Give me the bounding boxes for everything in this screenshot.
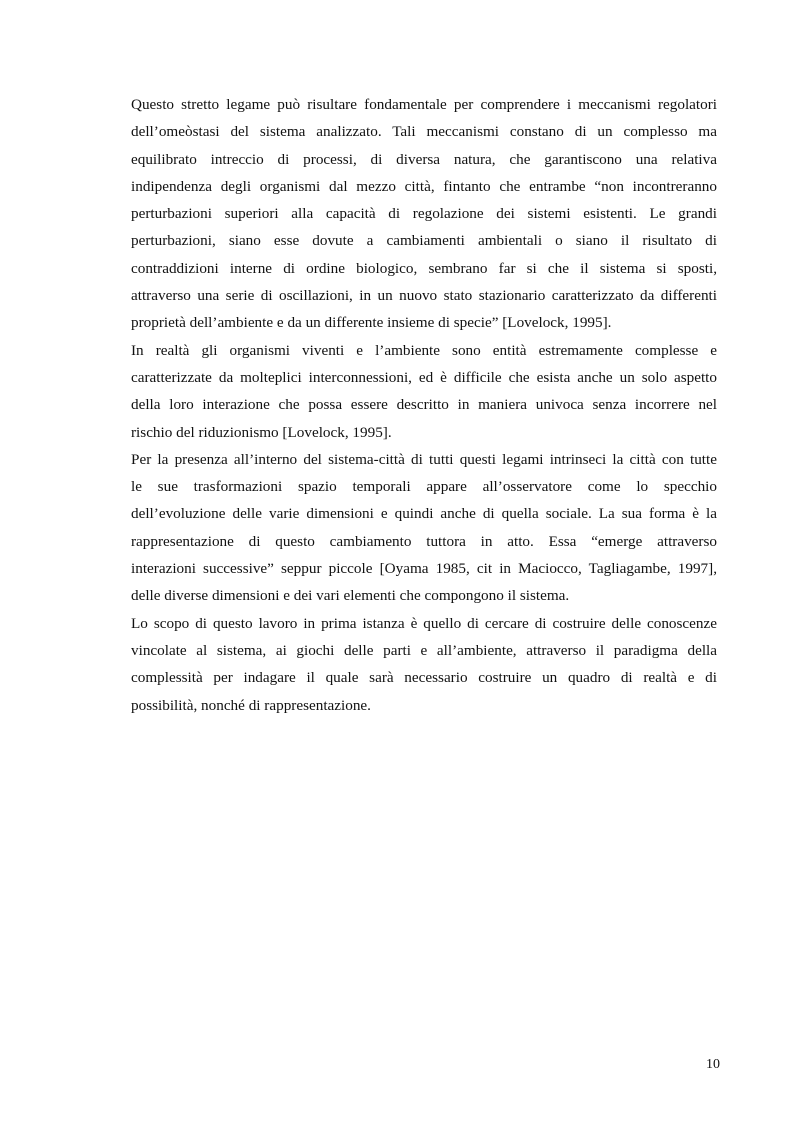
text-line: In realtà gli organismi viventi e l’ambiente sono entità estremamente complesse e [131,341,717,359]
paragraph-2 [131,337,717,446]
text-line: rischio del riduzionismo [Lovelock, 1995]. [131,423,392,441]
text-line: contraddizioni interne di ordine biologico, sembrano far si che il sistema si sposti, [131,259,717,277]
text-line: interazioni successive” seppur piccole [Oyama 1985, cit in Maciocco, Tagliagambe, 1997], [131,560,717,578]
text-line: dell’evoluzione delle varie dimensioni e quindi anche di quella sociale. La sua forma è la [131,505,717,523]
text-line: proprietà dell’ambiente e da un differente insieme di specie” [Lovelock, 1995]. [131,314,612,332]
text-line: Lo scopo di questo lavoro in prima istanza è quello di cercare di costruire delle conoscenze [131,614,717,632]
page-number: 10 [706,1057,720,1072]
text-line: perturbazioni superiori alla capacità di regolazione dei sistemi esistenti. Le grandi [131,205,717,223]
text-line: perturbazioni, siano esse dovute a cambiamenti ambientali o siano il risultato di [131,232,717,250]
text-line: attraverso una serie di oscillazioni, in un nuovo stato stazionario caratterizzato da differenti [131,287,717,305]
text-line: Per la presenza all’interno del sistema-città di tutti questi legami intrinseci la città con tutte [131,450,717,468]
text-line: le sue trasformazioni spazio temporali appare all’osservatore come lo specchio [131,478,717,496]
text-line: delle diverse dimensioni e dei vari elementi che compongono il sistema. [131,587,570,605]
text-line: indipendenza degli organismi dal mezzo città, fintanto che entrambe “non incontreranno [131,177,717,195]
paragraph-4 [131,610,717,719]
page-body [131,91,717,719]
text-line: equilibrato intreccio di processi, di diversa natura, che garantiscono una relativa [131,150,717,168]
paragraph-1 [131,91,717,337]
text-line: della loro interazione che possa essere descritto in maniera univoca senza incorrere nel [131,396,717,414]
text-line: dell’omeòstasi del sistema analizzato. Tali meccanismi constano di un complesso ma [131,123,717,141]
text-line: rappresentazione di questo cambiamento tuttora in atto. Essa “emerge attraverso [131,532,717,550]
text-line: Questo stretto legame può risultare fondamentale per comprendere i meccanismi regolatori [131,96,717,113]
text-line: complessità per indagare il quale sarà necessario costruire un quadro di realtà e di [131,669,717,687]
paragraph-3 [131,446,717,610]
text-line: vincolate al sistema, ai giochi delle parti e all’ambiente, attraverso il paradigma della [131,641,717,659]
text-line: possibilità, nonché di rappresentazione. [131,696,371,714]
text-line: caratterizzate da molteplici interconnessioni, ed è difficile che esista anche un solo aspetto [131,368,717,386]
